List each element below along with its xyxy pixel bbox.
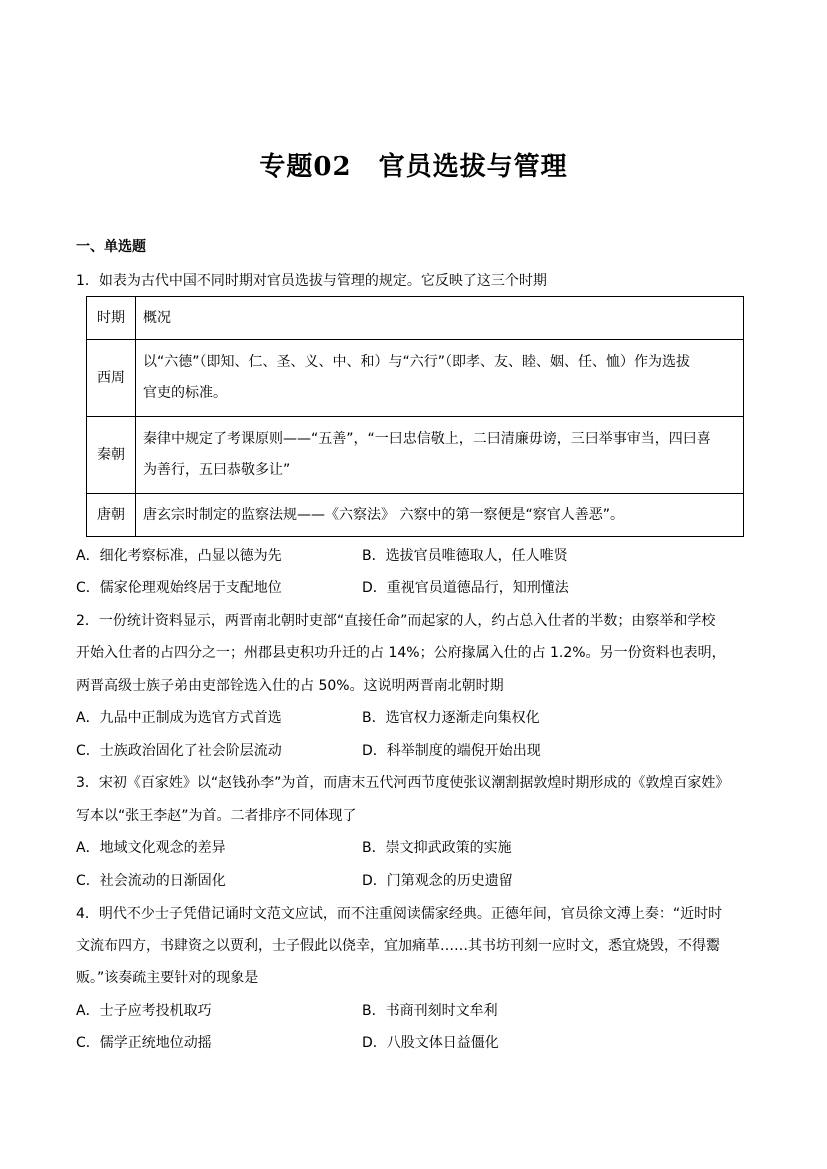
q1-option-a[interactable]: A．细化考察标准，凸显以德为先 bbox=[76, 548, 282, 564]
question-3-line: 写本以“张王李赵”为首。二者排序不同体现了 bbox=[76, 808, 357, 824]
table-cell-content bbox=[136, 494, 744, 537]
page-title: 专题02 官员选拔与管理 bbox=[259, 152, 568, 182]
q2-option-b[interactable]: B．选官权力逐渐走向集权化 bbox=[362, 710, 540, 726]
q1-option-d[interactable]: D．重视官员道德品行，知刑懂法 bbox=[362, 580, 569, 596]
question-4-line: 文流布四方，书肆资之以贾利，士子假此以侥幸，宜加痛革……其书坊刊刻一应时文，悉宜烧毁，不得鬻 bbox=[76, 938, 720, 954]
table-cell-line: 为善行，五曰恭敬多让” bbox=[143, 462, 291, 478]
table-row bbox=[87, 417, 744, 494]
question-2-line: 2．一份统计资料显示，两晋南北朝时吏部“直接任命”而起家的人，约占总入仕者的半数；由察举和学校 bbox=[76, 613, 716, 629]
table-row bbox=[87, 340, 744, 417]
table-cell-line: 秦律中规定了考课原则——“五善”，“一曰忠信敬上，二曰清廉毋谤，三曰举事审当，四曰喜 bbox=[143, 431, 711, 447]
q2-option-a[interactable]: A．九品中正制成为选官方式首选 bbox=[76, 710, 282, 726]
question-3-line: 3．宋初《百家姓》以“赵钱孙李”为首，而唐末五代河西节度使张议潮割据敦煌时期形成的《敦煌百家姓》 bbox=[76, 775, 730, 791]
question-4-line: 贩。”该奏疏主要针对的现象是 bbox=[76, 970, 259, 986]
q4-option-a[interactable]: A．士子应考投机取巧 bbox=[76, 1003, 212, 1019]
q4-option-d[interactable]: D．八股文体日益僵化 bbox=[362, 1035, 499, 1051]
table-header-cell: 时期 bbox=[87, 297, 136, 340]
question-1-table bbox=[86, 296, 744, 537]
q3-option-b[interactable]: B．崇文抑武政策的实施 bbox=[362, 840, 512, 856]
question-2-line: 两晋高级士族子弟由吏部铨选入仕的占 50%。这说明两晋南北朝时期 bbox=[76, 678, 504, 694]
q2-option-c[interactable]: C．士族政治固化了社会阶层流动 bbox=[76, 743, 282, 759]
table-cell-period: 唐朝 bbox=[87, 494, 136, 537]
table-header-cell: 概况 bbox=[136, 297, 744, 340]
section-heading: 一、单选题 bbox=[76, 239, 146, 255]
table-cell-content bbox=[136, 417, 744, 494]
table-row bbox=[87, 494, 744, 537]
question-1-stem: 1．如表为古代中国不同时期对官员选拔与管理的规定。它反映了这三个时期 bbox=[76, 273, 547, 289]
table-cell-line: 唐玄宗时制定的监察法规——《六察法》 六察中的第一察便是“察官人善恶”。 bbox=[143, 506, 624, 523]
q4-option-b[interactable]: B．书商刊刻时文牟利 bbox=[362, 1003, 498, 1019]
question-4-line: 4．明代不少士子凭借记诵时文范文应试，而不注重阅读儒家经典。正德年间，官员徐文溥上奏：“近时时 bbox=[76, 906, 723, 922]
table-cell-line: 以“六德”（即知、仁、圣、义、中、和）与“六行”（即孝、友、睦、姻、任、恤）作为选拔 bbox=[143, 354, 691, 370]
q1-option-b[interactable]: B．选拔官员唯德取人，任人唯贤 bbox=[362, 548, 568, 564]
q2-option-d[interactable]: D．科举制度的端倪开始出现 bbox=[362, 743, 541, 759]
table-cell-period: 西周 bbox=[87, 340, 136, 417]
q3-option-c[interactable]: C．社会流动的日渐固化 bbox=[76, 873, 226, 889]
q1-option-c[interactable]: C．儒家伦理观始终居于支配地位 bbox=[76, 580, 282, 596]
table-header-row bbox=[87, 297, 744, 340]
q4-option-c[interactable]: C．儒学正统地位动摇 bbox=[76, 1035, 212, 1051]
question-2-line: 开始入仕者的占四分之一；州郡县吏积功升迁的占 14%；公府掾属入仕的占 1.2%。另一份资料也表明， bbox=[76, 645, 726, 661]
q3-option-a[interactable]: A．地域文化观念的差异 bbox=[76, 840, 226, 856]
table-cell-line: 官吏的标准。 bbox=[143, 385, 227, 401]
table-cell-period: 秦朝 bbox=[87, 417, 136, 494]
table-cell-content bbox=[136, 340, 744, 417]
q3-option-d[interactable]: D．门第观念的历史遗留 bbox=[362, 873, 513, 889]
